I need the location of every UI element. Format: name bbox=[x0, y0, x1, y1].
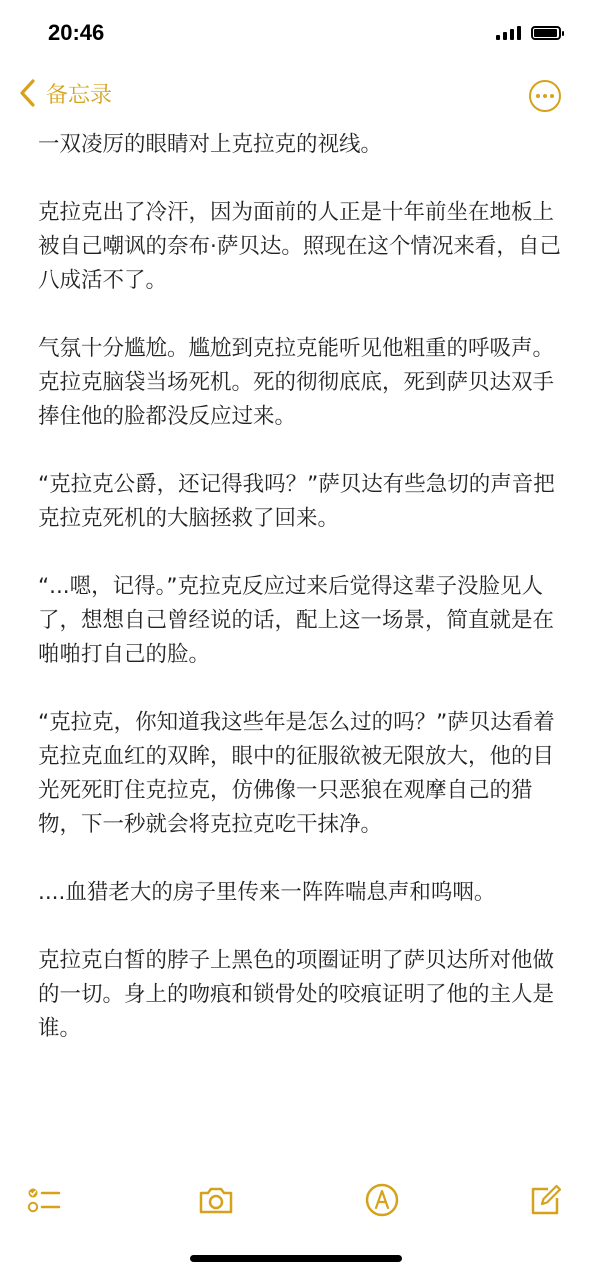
note-paragraph: 克拉克出了冷汗，因为面前的人正是十年前坐在地板上被自己嘲讽的奈布·萨贝达。照现在这个情况来看，自己八成活不了。 bbox=[38, 200, 561, 293]
battery-icon bbox=[531, 26, 561, 40]
bottom-toolbar bbox=[0, 1170, 591, 1230]
cellular-signal-icon bbox=[496, 26, 521, 40]
status-time: 20:46 bbox=[48, 20, 105, 45]
status-bar bbox=[0, 0, 591, 66]
note-body[interactable] bbox=[38, 128, 563, 1080]
note-paragraph: ....血猎老大的房子里传来一阵阵喘息声和呜咽。 bbox=[38, 880, 496, 905]
compose-icon[interactable] bbox=[524, 1180, 564, 1220]
battery-level bbox=[534, 29, 557, 37]
note-paragraph: 克拉克白皙的脖子上黑色的项圈证明了萨贝达所对他做的一切。身上的吻痕和锁骨处的咬痕证明了他的主人是谁。 bbox=[38, 948, 555, 1041]
camera-icon[interactable] bbox=[196, 1180, 236, 1220]
note-paragraph: “克拉克公爵，还记得我吗？”萨贝达有些急切的声音把克拉克死机的大脑拯救了回来。 bbox=[38, 472, 555, 531]
back-button[interactable] bbox=[16, 76, 112, 110]
note-paragraph: 气氛十分尴尬。尴尬到克拉克能听见他粗重的呼吸声。克拉克脑袋当场死机。死的彻彻底底，死到萨贝达双手捧住他的脸都没反应过来。 bbox=[38, 336, 555, 429]
back-button-label: 备忘录 bbox=[46, 82, 113, 108]
note-paragraph: “克拉克，你知道我这些年是怎么过的吗？”萨贝达看着克拉克血红的双眸，眼中的征服欲被无限放大，他的目光死死盯住克拉克，仿佛像一只恶狼在观摩自己的猎物，下一秒就会将克拉克吃干抹净。 bbox=[38, 710, 555, 837]
navigation-bar bbox=[0, 66, 591, 126]
checklist-icon[interactable] bbox=[24, 1180, 64, 1220]
markup-pen-icon[interactable] bbox=[362, 1180, 402, 1220]
note-paragraph: “...嗯，记得。”克拉克反应过来后觉得这辈子没脸见人了，想想自己曾经说的话，配上这一场景，简直就是在啪啪打自己的脸。 bbox=[38, 574, 555, 667]
more-options-icon[interactable] bbox=[529, 80, 561, 112]
note-paragraph: 一双凌厉的眼睛对上克拉克的视线。 bbox=[38, 132, 383, 157]
home-indicator[interactable] bbox=[190, 1255, 402, 1262]
status-icons bbox=[496, 26, 561, 40]
chevron-left-icon bbox=[16, 76, 40, 110]
